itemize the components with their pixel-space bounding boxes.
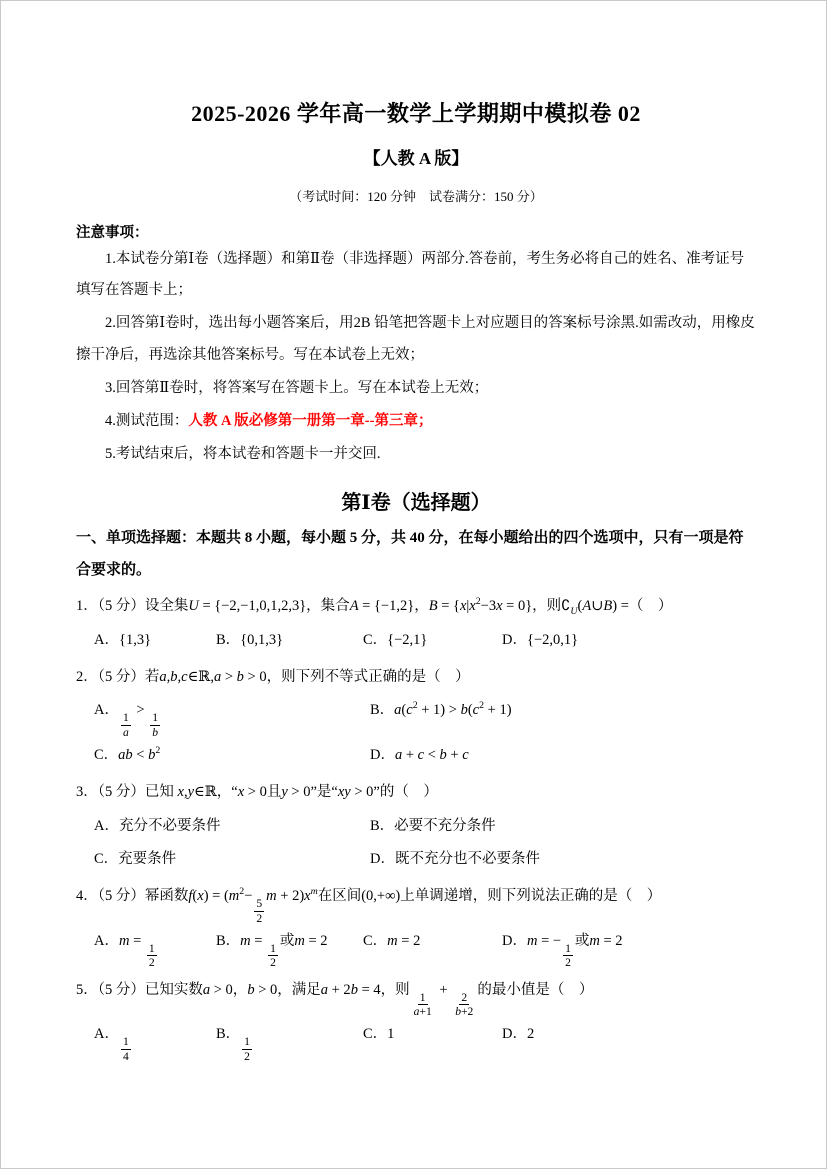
question-5-option-a	[94, 1018, 216, 1063]
question-1-option-d	[502, 624, 756, 657]
question-2	[76, 661, 756, 772]
note-2: 2.回答第Ⅰ卷时，选出每小题答案后，用2B 铅笔把答题卡上对应题目的答案标号涂黑.如需改动，用橡皮擦干净后，再选涂其他答案标号。写在本试卷上无效；	[76, 315, 755, 363]
option-label: D．	[502, 1026, 527, 1043]
exam-info: （考试时间：120 分钟 试卷满分：150 分）	[289, 189, 543, 204]
question-1-option-b	[216, 624, 363, 657]
question-4-stem: 4．（5 分）幂函数$f(x) = (m^2-$ $\frac{5}{2}$ $m + 2)x^m$在区间(0,+∞)上单调递增，则下列说法正确的是（ ）	[76, 886, 662, 925]
question-2-option-b	[370, 694, 756, 727]
notes-heading: 注意事项：	[76, 225, 149, 241]
question-2-option-a	[94, 694, 370, 739]
note-5: 5.考试结束后，将本试卷和答题卡一并交回.	[105, 446, 381, 463]
option-label: B．	[216, 1026, 241, 1043]
question-5-option-d	[502, 1018, 756, 1051]
option-label: A．	[94, 1026, 119, 1043]
option-text: {−2,0,1}	[526, 631, 579, 648]
question-2-option-d	[370, 739, 756, 772]
question-1-option-a	[94, 624, 216, 657]
option-text: $\frac{1}{2}$	[244, 1035, 250, 1063]
option-label: C．	[363, 1026, 388, 1043]
option-label: C．	[363, 933, 388, 950]
option-label: B．	[370, 702, 395, 719]
option-label: A．	[94, 702, 119, 719]
question-3-stem: 3．（5 分）已知 x,y∈ℝ，“x > 0且y > 0”是“xy > 0”的（ ）	[76, 784, 438, 801]
option-text: {1,3}	[118, 631, 152, 648]
option-label: D．	[370, 747, 395, 764]
edition-label: 【人教 A 版】	[363, 149, 469, 168]
question-2-options	[76, 694, 756, 772]
option-label: B．	[370, 817, 395, 834]
question-3	[76, 776, 756, 876]
question-5-stem: 5．（5 分）已知实数a > 0，b > 0，满足a + 2b = 4，则 $\frac{1}{a+1}$ + $\frac{2}{b+2}$ 的最小值是（ ）	[76, 981, 594, 1018]
note-4-prefix: 4.测试范围：	[105, 412, 189, 429]
section1-intro: 一、单项选择题：本题共 8 小题，每小题 5 分，共 40 分，在每小题给出的四个选项中，只有一项是符合要求的。	[76, 530, 744, 578]
exam-paper-page	[1, 1, 826, 1103]
option-text: ab < $b^2$	[118, 745, 161, 764]
option-label: D．	[502, 933, 527, 950]
option-text: 充分不必要条件	[118, 817, 221, 834]
question-1-option-c	[363, 624, 502, 657]
question-4-options	[76, 925, 756, 970]
option-label: C．	[94, 851, 119, 868]
note-4-scope-highlight: 人教 A 版必修第一册第一章--第三章；	[188, 412, 433, 429]
option-text: 2	[526, 1026, 535, 1043]
question-4	[76, 880, 756, 969]
page-title: 2025-2026 学年高一数学上学期期中模拟卷 02	[191, 101, 641, 126]
option-text: $\frac{1}{a}$ > $\frac{1}{b}$	[122, 702, 159, 739]
question-5-option-c	[363, 1018, 502, 1051]
option-text: m = $\frac{1}{2}$	[118, 933, 155, 970]
question-1	[76, 590, 756, 657]
question-5-options	[76, 1018, 756, 1063]
question-3-option-a	[94, 810, 370, 843]
question-3-option-c	[94, 843, 370, 876]
question-1-options	[76, 624, 756, 657]
note-3: 3.回答第Ⅱ卷时，将答案写在答题卡上。写在本试卷上无效；	[105, 379, 489, 396]
option-text: 必要不充分条件	[394, 817, 496, 834]
part1-heading: 第Ⅰ卷（选择题）	[341, 492, 491, 515]
option-text: 充要条件	[118, 851, 177, 868]
question-3-options	[76, 810, 756, 877]
question-3-option-b	[370, 810, 756, 843]
question-4-option-a	[94, 925, 216, 970]
option-text: $a(c^2 + 1) > b(c^2 + 1)$	[394, 700, 512, 719]
question-5	[76, 974, 756, 1063]
question-2-option-c	[94, 739, 370, 772]
question-1-stem: 1．（5 分）设全集U = {−2,−1,0,1,2,3}，集合A = {−1,2}，$B = \{x|x^2-3x = 0\}$，则$∁_U(A\cup B)$ =（ ）	[76, 596, 673, 618]
option-label: A．	[94, 933, 119, 950]
option-label: C．	[94, 747, 119, 764]
option-text: 既不充分也不必要条件	[394, 851, 540, 868]
question-4-option-c	[363, 925, 502, 958]
question-4-option-b	[216, 925, 363, 970]
option-text: {−2,1}	[387, 631, 428, 648]
question-4-option-d	[502, 925, 756, 970]
option-text: {0,1,3}	[240, 631, 284, 648]
option-label: C．	[363, 631, 388, 648]
question-3-option-d	[370, 843, 756, 876]
option-label: B．	[216, 631, 241, 648]
note-4	[76, 406, 756, 437]
option-text: 1	[387, 1026, 395, 1043]
option-label: B．	[216, 933, 241, 950]
question-2-stem: 2．（5 分）若a,b,c∈ℝ,a > b > 0，则下列不等式正确的是（ ）	[76, 669, 470, 686]
option-text: a + c < b + c	[394, 747, 469, 764]
option-label: D．	[502, 631, 527, 648]
option-text: m = 2	[387, 933, 421, 950]
option-label: D．	[370, 851, 395, 868]
option-label: A．	[94, 817, 119, 834]
option-text: $\frac{1}{4}$	[122, 1035, 129, 1063]
option-label: A．	[94, 631, 119, 648]
question-5-option-b	[216, 1018, 363, 1063]
option-text: m = $\frac{1}{2}$ 或m = 2	[240, 933, 328, 970]
option-text: m = − $\frac{1}{2}$ 或m = 2	[526, 933, 623, 970]
note-1: 1.本试卷分第Ⅰ卷（选择题）和第Ⅱ卷（非选择题）两部分.答卷前，考生务必将自己的姓名、准考证号填写在答题卡上；	[76, 251, 745, 299]
